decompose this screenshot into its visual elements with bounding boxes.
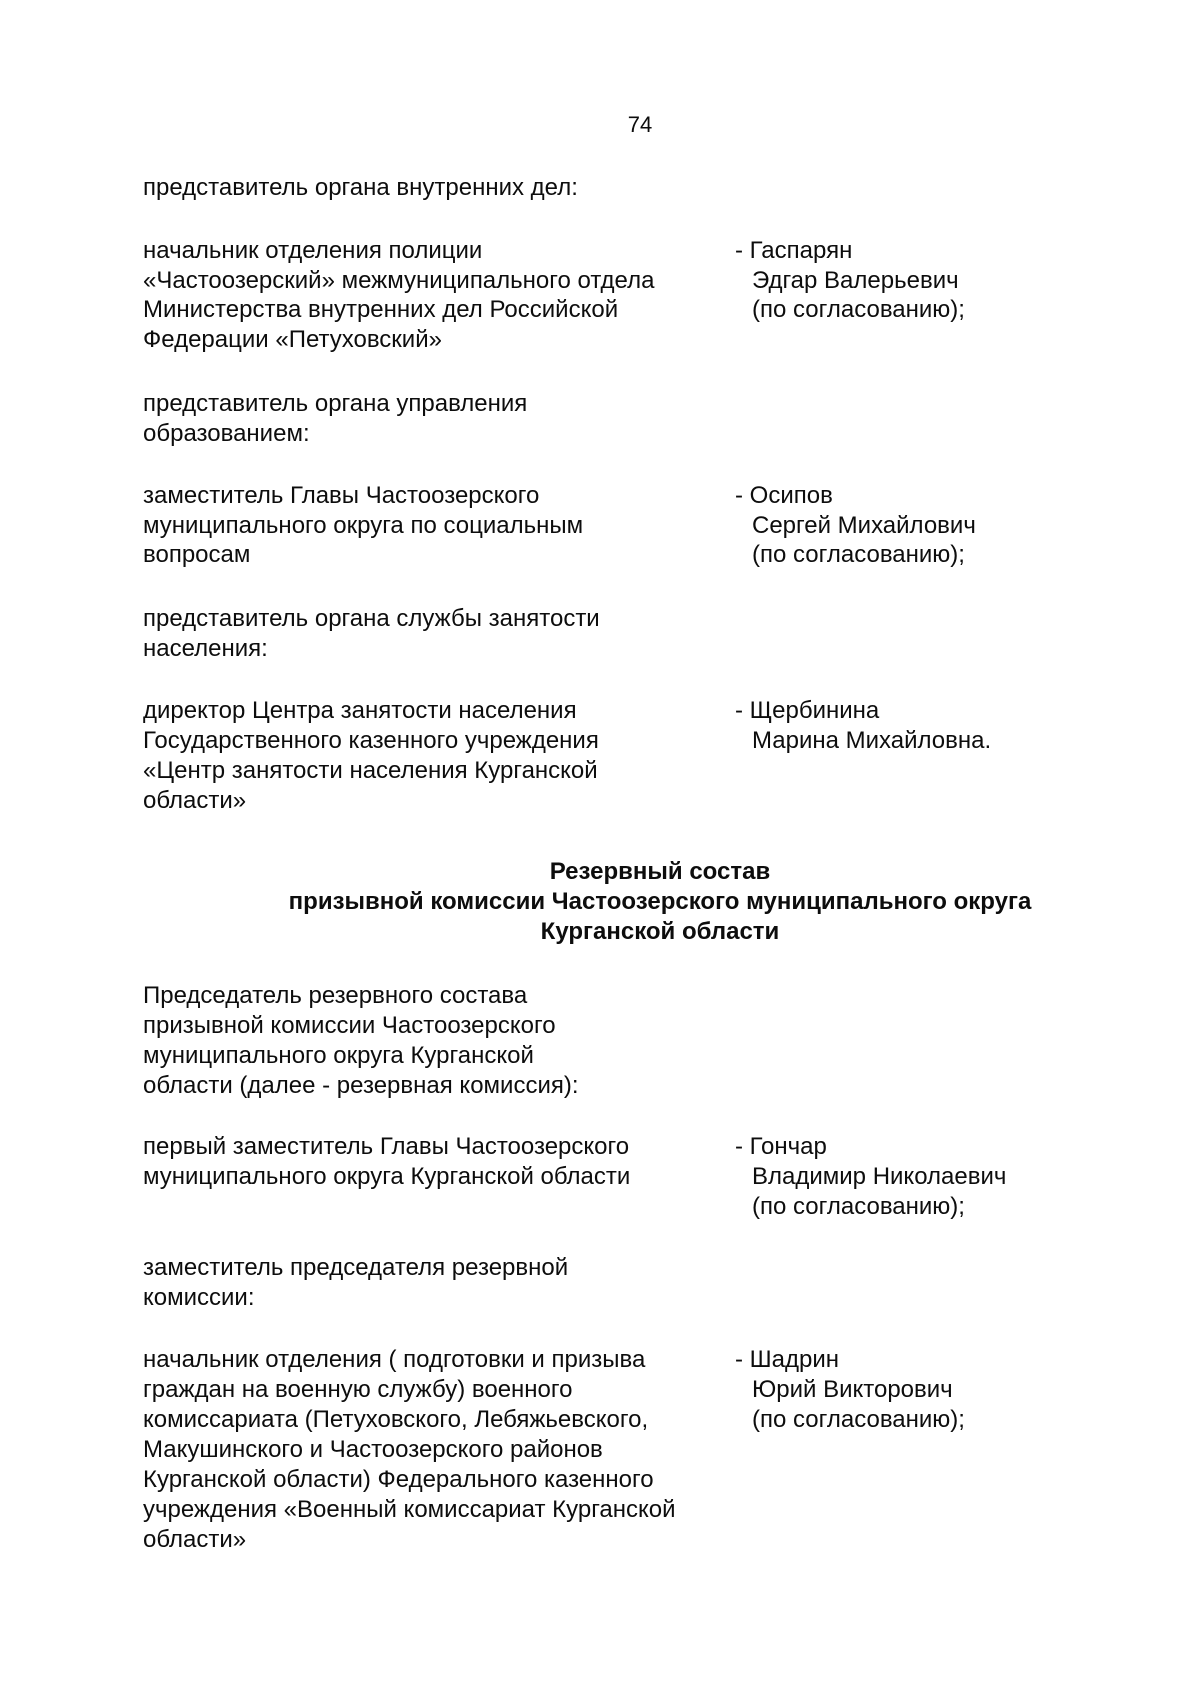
heading-line: призывной комиссии Частоозерского муниципального округа [288, 888, 1032, 915]
person-line: Сергей Михайлович [752, 512, 976, 539]
person-line: Юрий Викторович [752, 1376, 953, 1403]
person-line: (по согласованию); [752, 541, 965, 568]
position-line: муниципального округа Курганской области [143, 1163, 631, 1190]
position-line: директор Центра занятости населения [143, 697, 577, 724]
person-line: (по согласованию); [752, 296, 965, 323]
position-line: начальник отделения полиции [143, 237, 483, 264]
position-line: «Частоозерский» межмуниципального отдела [143, 267, 655, 294]
position-line: начальник отделения ( подготовки и призыва [143, 1346, 646, 1373]
label-line: комиссии: [143, 1284, 255, 1311]
position-line: Курганской области) Федерального казенного [143, 1466, 654, 1493]
person-line: - Осипов [735, 482, 833, 509]
person-line: Марина Михайловна. [752, 727, 992, 754]
label-line: представитель органа управления [143, 390, 528, 417]
position-line: области» [143, 787, 247, 814]
position-line: Министерства внутренних дел Российской [143, 296, 619, 323]
label-line: области (далее - резервная комиссия): [143, 1072, 579, 1099]
position-line: Федерации «Петуховский» [143, 326, 442, 353]
label-line: Председатель резервного состава [143, 982, 528, 1009]
label-line: населения: [143, 635, 268, 662]
person-line: (по согласованию); [752, 1193, 965, 1220]
person-line: - Шадрин [735, 1346, 840, 1373]
position-line: области» [143, 1526, 247, 1553]
person-line: (по согласованию); [752, 1406, 965, 1433]
heading-line: Курганской области [540, 918, 780, 945]
person-line: - Гончар [735, 1133, 827, 1160]
position-line: комиссариата (Петуховского, Лебяжьевского, [143, 1406, 649, 1433]
heading-line: Резервный состав [549, 858, 771, 885]
label-line: заместитель председателя резервной [143, 1254, 569, 1281]
person-line: Эдгар Валерьевич [752, 267, 959, 294]
label-internal-affairs: представитель органа внутренних дел: [143, 174, 578, 201]
label-line: муниципального округа Курганской [143, 1042, 534, 1069]
position-line: учреждения «Военный комиссариат Курганской [143, 1496, 676, 1523]
label-line: образованием: [143, 420, 310, 447]
label-line: представитель органа службы занятости [143, 605, 600, 632]
position-line: Макушинского и Частоозерского районов [143, 1436, 603, 1463]
position-line: вопросам [143, 541, 251, 568]
position-line: граждан на военную службу) военного [143, 1376, 573, 1403]
position-line: заместитель Главы Частоозерского [143, 482, 540, 509]
person-line: - Щербинина [735, 697, 880, 724]
position-line: муниципального округа по социальным [143, 512, 584, 539]
label-line: призывной комиссии Частоозерского [143, 1012, 556, 1039]
person-line: - Гаспарян [735, 237, 853, 264]
position-line: «Центр занятости населения Курганской [143, 757, 598, 784]
page-number: 74 [627, 112, 653, 137]
position-line: первый заместитель Главы Частоозерского [143, 1133, 630, 1160]
person-line: Владимир Николаевич [752, 1163, 1007, 1190]
position-line: Государственного казенного учреждения [143, 727, 599, 754]
